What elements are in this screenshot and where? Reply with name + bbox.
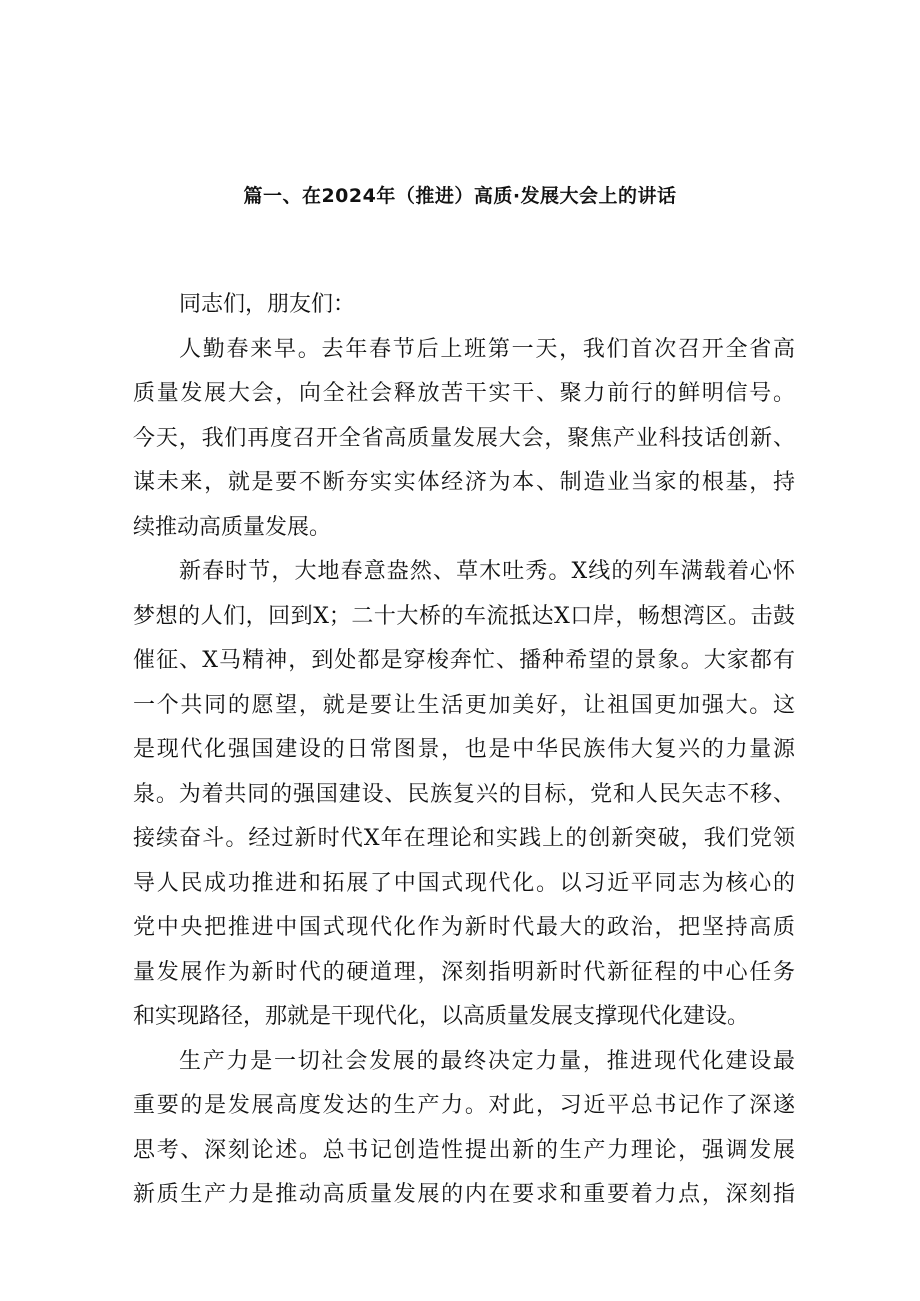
paragraph-3-line-2: 重要的是发展高度发达的生产力。对此，习近平总书记作了深遂 <box>133 1093 795 1118</box>
paragraph-2-line-8: 导人民成功推进和拓展了中国式现代化。以习近平同志为核心的 <box>133 870 795 896</box>
paragraph-2-line-3: 催征、X马精神，到处都是穿梭奔忙、播种希望的景象。大家都有 <box>133 648 795 673</box>
paragraph-2-line-5: 是现代化强国建设的日常图景，也是中华民族伟大复兴的力量源 <box>133 737 795 762</box>
paragraph-1-line-3: 今天，我们再度召开全省高质量发展大会，聚焦产业科技话创新、 <box>133 425 795 451</box>
paragraph-1-line-5: 续推动高质量发展。 <box>133 514 332 540</box>
paragraph-2-line-6: 泉。为着共同的强国建设、民族复兴的目标，党和人民矢志不移、 <box>133 781 795 807</box>
paragraph-2-line-2: 梦想的人们，回到X；二十大桥的车流抵达X口岸，畅想湾区。击鼓 <box>133 603 795 629</box>
paragraph-2-line-10: 量发展作为新时代的硬道理，深刻指明新时代新征程的中心任务 <box>133 959 795 985</box>
salutation: 同志们，朋友们： <box>179 292 356 317</box>
paragraph-1-line-4: 谋未来，就是要不断夯实实体经济为本、制造业当家的根基，持 <box>133 470 795 495</box>
paragraph-2-line-4: 一个共同的愿望，就是要让生活更加美好，让祖国更加强大。这 <box>133 692 795 718</box>
document-body <box>133 283 795 1218</box>
paragraph-2-line-7: 接续奋斗。经过新时代X年在理论和实践上的创新突破，我们党领 <box>133 826 795 851</box>
paragraph-1-line-1: 人勤春来早。去年春节后上班第一天，我们首次召开全省高 <box>179 336 795 362</box>
paragraph-2-line-11: 和实现路径，那就是干现代化，以高质量发展支撑现代化建设。 <box>133 1004 750 1029</box>
paragraph-3-line-3: 思考、深刻论述。总书记创造性提出新的生产力理论，强调发展 <box>133 1137 795 1163</box>
paragraph-1-line-2: 质量发展大会，向全社会释放苦干实干、聚力前行的鲜明信号。 <box>133 381 795 406</box>
paragraph-2-line-1: 新春时节，大地春意盎然、草木吐秀。X线的列车满载着心怀 <box>179 559 795 584</box>
paragraph-3-line-1: 生产力是一切社会发展的最终决定力量，推进现代化建设最 <box>179 1048 795 1074</box>
paragraph-2-line-9: 党中央把推进中国式现代化作为新时代最大的政治，把坚持高质 <box>133 915 795 940</box>
document-title: 篇一、在2024年（推进）高质·发展大会上的讲话 <box>243 185 677 207</box>
paragraph-3-line-4: 新质生产力是推动高质量发展的内在要求和重要着力点，深刻指 <box>133 1182 795 1207</box>
